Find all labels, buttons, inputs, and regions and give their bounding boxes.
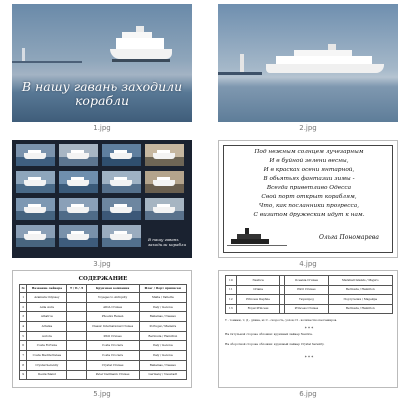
table-cell: Azamara Odyssey <box>27 293 67 303</box>
collage-photo <box>59 198 98 220</box>
breakwater-graphic <box>218 72 262 75</box>
table-row <box>20 351 187 361</box>
collage-photo <box>145 198 184 220</box>
file-caption-2[interactable]: 2.jpg <box>299 124 317 132</box>
table-cell: Princess Daphne <box>236 295 280 305</box>
column-header: Т / Б / Л <box>67 285 86 293</box>
table-row <box>20 370 187 380</box>
table-cell: Costa Mediterranea <box>27 351 67 361</box>
file-caption-1[interactable]: 1.jpg <box>93 124 111 132</box>
table-cell: 6 <box>20 341 27 351</box>
table-cell: 13 <box>226 304 237 314</box>
separator: * * * <box>304 326 314 331</box>
table-cell: Royal Princess <box>236 304 280 314</box>
collage-photo <box>102 171 141 193</box>
back-cover-note: На оборотной стороне обложки: круизный лайнер Crystal Serenity. <box>225 342 325 346</box>
poem-line: Всегда приветливо Одесса <box>266 185 352 191</box>
table-cell: Aurora <box>27 331 67 341</box>
ship-hull-graphic <box>110 49 172 59</box>
table-cell: Princess Cruises <box>285 304 328 314</box>
collage-photo <box>16 225 55 247</box>
table-cell <box>67 302 86 312</box>
table-cell: Germany / Neustadt <box>139 370 186 380</box>
table-cell: Тюркпрод <box>285 295 328 305</box>
table-cell: 2 <box>20 302 27 312</box>
table-cell: 11 <box>226 285 237 295</box>
table-cell: Costa Crociere <box>86 351 139 361</box>
water-line-graphic <box>227 245 287 246</box>
poem-line: И в красках осени янтарной, <box>263 167 355 173</box>
ship-hull-graphic <box>266 64 384 73</box>
file-item-1[interactable] <box>12 4 192 134</box>
collage-photo <box>59 171 98 193</box>
table-cell: Bahamas / Nassau <box>139 360 186 370</box>
thumbnail-6[interactable] <box>218 270 398 388</box>
table-row <box>226 295 393 305</box>
table-cell: 12 <box>226 295 237 305</box>
file-item-3[interactable] <box>12 140 192 270</box>
table-cell: Deutschland <box>27 370 67 380</box>
table-cell <box>67 370 86 380</box>
table-cell: 3 <box>20 312 27 322</box>
column-header: Название лайнера <box>27 285 67 293</box>
table-cell: Phoenix Reisen <box>86 312 139 322</box>
table-cell <box>67 293 86 303</box>
collage-signature: В нашу гавань заходили корабли <box>148 237 187 247</box>
table-cell: Nautica <box>236 276 280 286</box>
thumbnail-3[interactable] <box>12 140 192 258</box>
table-cell: Italy / Genova <box>139 351 186 361</box>
table-cell: 1 <box>20 293 27 303</box>
poem-text <box>231 148 387 220</box>
poem-line: С визитом дружеским идут к нам. <box>253 212 365 218</box>
column-header: Круизная компания <box>86 285 139 293</box>
slide-title-line-1: В нашу гавань заходили <box>21 79 183 94</box>
table-cell <box>67 312 86 322</box>
contents-heading: СОДЕРЖАНИЕ <box>78 276 128 282</box>
collage-photo <box>16 171 55 193</box>
table-header-row <box>20 285 187 293</box>
table-cell: 9 <box>20 370 27 380</box>
slide-title-line-2: корабли <box>74 93 130 108</box>
table-cell: 8 <box>20 360 27 370</box>
table-row <box>20 302 187 312</box>
table-cell <box>67 351 86 361</box>
steamer-hull-graphic <box>231 239 269 244</box>
table-cell: 5 <box>20 331 27 341</box>
column-header: № <box>20 285 27 293</box>
collage-photo <box>102 144 141 166</box>
table-cell: Portugal / Madeira <box>139 322 186 332</box>
table-cell: 4 <box>20 322 27 332</box>
table-cell: Voyages to Antiquity <box>86 293 139 303</box>
front-cover-note: На титульной стороне обложки: круизный лайнер Nautica. <box>225 332 313 336</box>
table-row <box>226 285 393 295</box>
table-row <box>226 304 393 314</box>
table-cell: AIDA Cruises <box>86 302 139 312</box>
poem-author: Ольга Пономарева <box>319 234 379 241</box>
table-row <box>20 331 187 341</box>
collage-photo <box>16 198 55 220</box>
table-cell: Португалия / Мадейра <box>328 295 392 305</box>
table-cell: Bermuda / Hamilton <box>139 331 186 341</box>
table-cell: Bermuda / Hamilton <box>328 304 392 314</box>
collage-photo <box>59 144 98 166</box>
table-cell <box>67 341 86 351</box>
contents-table-body <box>226 276 393 314</box>
file-caption-3[interactable]: 3.jpg <box>93 260 111 268</box>
table-cell: Artania <box>27 322 67 332</box>
poem-line: И в буйной зелени весны, <box>269 158 349 164</box>
poem-line: Свой порт открыт кораблям, <box>261 194 357 200</box>
lighthouse-graphic <box>240 54 244 72</box>
table-cell: Classic International Cruises <box>86 322 139 332</box>
table-cell: 7 <box>20 351 27 361</box>
collage-photo <box>145 144 184 166</box>
poem-line: Под нежным солнцем лучезарным <box>254 149 364 155</box>
table-cell: Marshall Islands / Majuro <box>328 276 392 286</box>
collage-photo <box>16 144 55 166</box>
lighthouse-graphic <box>22 48 25 62</box>
table-cell: Italy / Genova <box>139 341 186 351</box>
separator: * * * <box>304 355 314 360</box>
table-cell: Bahamas / Nassau <box>139 312 186 322</box>
file-item-5[interactable] <box>12 270 192 400</box>
table-cell: Crystal Serenity <box>27 360 67 370</box>
pier-graphic <box>12 61 82 63</box>
file-item-2[interactable] <box>218 4 398 134</box>
table-cell: Malta / Valletta <box>139 293 186 303</box>
table-cell: Oriana <box>236 285 280 295</box>
table-cell: Italy / Genova <box>139 302 186 312</box>
collage-photo <box>102 198 141 220</box>
legend-note: Т - тоннаж, т; Д - длина, м; С - скорость, узлов; П - количество пассажиров. <box>225 318 338 322</box>
thumbnail-1[interactable] <box>12 4 192 122</box>
table-cell: Peter Deilmann Cruises <box>86 370 139 380</box>
table-cell: 10 <box>226 276 237 286</box>
table-cell: Bermuda / Hamilton <box>328 285 392 295</box>
table-cell: Costa Crociere <box>86 341 139 351</box>
collage-photo <box>59 225 98 247</box>
file-caption-5[interactable]: 5.jpg <box>93 390 111 398</box>
contents-table-body <box>20 293 187 380</box>
table-cell: P&O Cruises <box>86 331 139 341</box>
file-caption-4[interactable]: 4.jpg <box>299 260 317 268</box>
table-cell <box>67 360 86 370</box>
table-cell: Crystal Cruises <box>86 360 139 370</box>
thumbnail-4[interactable] <box>218 140 398 258</box>
column-header: Флаг / Порт приписки <box>139 285 186 293</box>
table-cell <box>67 331 86 341</box>
thumbnail-5[interactable] <box>12 270 192 388</box>
table-cell: Albatros <box>27 312 67 322</box>
thumbnail-2[interactable] <box>218 4 398 122</box>
ship-waterline-graphic <box>112 59 170 62</box>
table-row <box>20 360 187 370</box>
poem-line: Что, как посланники прогресса, <box>258 203 360 209</box>
table-row <box>20 312 187 322</box>
table-cell: Oceania Cruises <box>285 276 328 286</box>
poem-line: В обьятьях фантазии зимы - <box>263 176 355 182</box>
table-cell: Costa Fortuna <box>27 341 67 351</box>
table-row <box>20 293 187 303</box>
contents-table <box>19 284 187 380</box>
table-row <box>20 341 187 351</box>
file-item-6[interactable] <box>218 270 398 400</box>
table-cell <box>67 322 86 332</box>
slide-title <box>18 80 186 108</box>
collage-photo <box>102 225 141 247</box>
table-cell: Aida Aura <box>27 302 67 312</box>
table-cell: P&O Cruises <box>285 285 328 295</box>
table-row <box>226 276 393 286</box>
file-caption-6[interactable]: 6.jpg <box>299 390 317 398</box>
collage-photo <box>145 171 184 193</box>
contents-table-continued <box>225 275 393 314</box>
file-item-4[interactable] <box>218 140 398 270</box>
table-row <box>20 322 187 332</box>
